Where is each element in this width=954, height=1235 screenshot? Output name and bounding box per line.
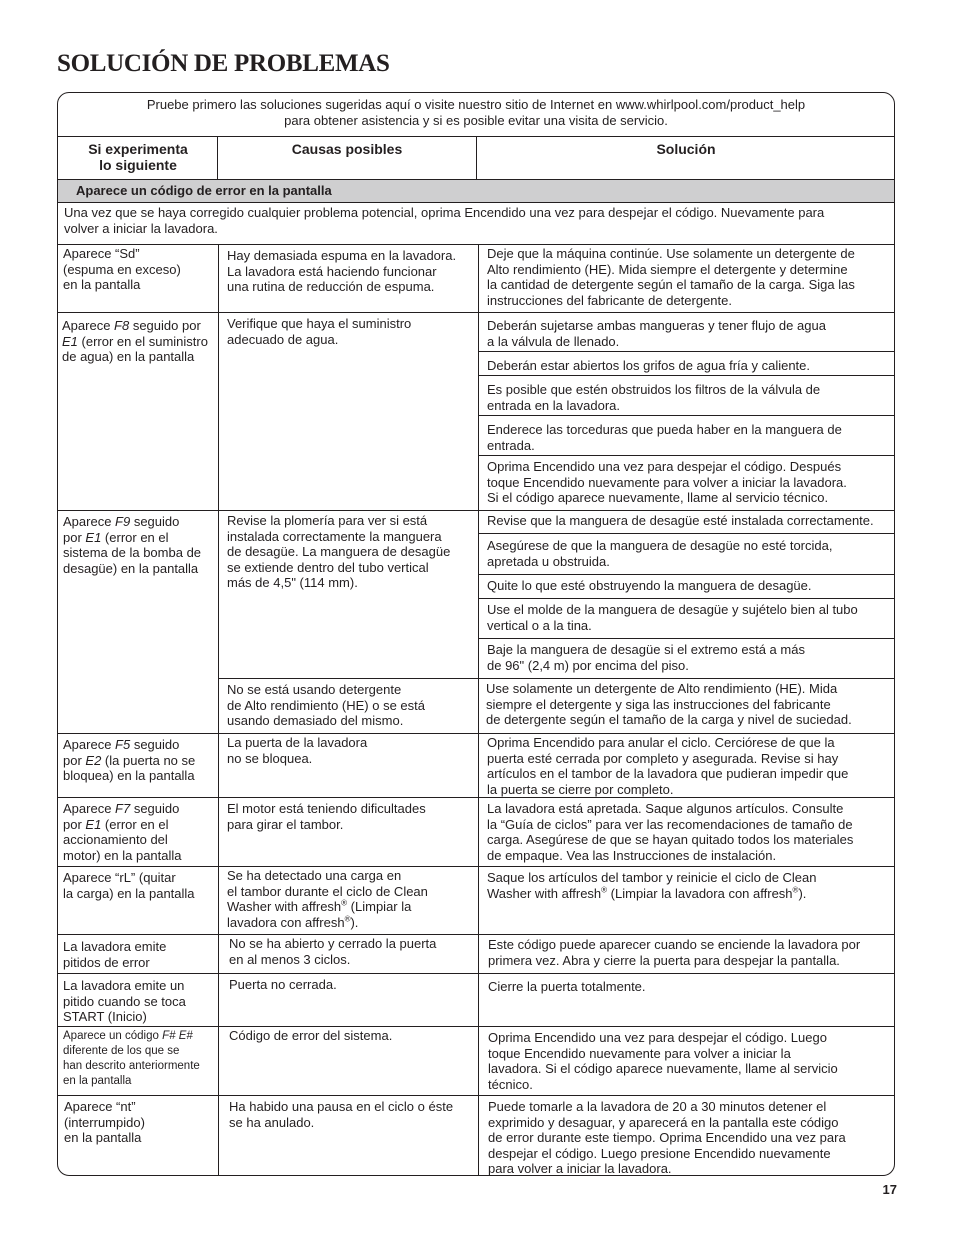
solution-f8-4: Enderece las torceduras que pueda haber en la manguera de entrada. bbox=[487, 422, 842, 453]
solution-f9-2: Asegúrese de que la manguera de desagüe no esté torcida, apretada u obstruida. bbox=[487, 538, 833, 569]
page-number: 17 bbox=[882, 1182, 897, 1197]
solution-rl: Saque los artículos del tambor y reinicie el ciclo de Clean Washer with affresh® (Limpiar la lavadora con affresh®). bbox=[487, 870, 817, 901]
symptom-f8: Aparece F8 seguido por E1 (error en el suministro de agua) en la pantalla bbox=[62, 318, 208, 364]
solution-error-beeps: Este código puede aparecer cuando se enciende la lavadora por primera vez. Abra y cierre la puerta para despejar la pantalla. bbox=[488, 937, 861, 968]
symptom-rl: Aparece “rL” (quitar la carga) en la pantalla bbox=[63, 870, 195, 901]
solution-sd: Deje que la máquina continúe. Use solamente un detergente de Alto rendimiento (HE). Mida siempre el detergente y determine la cantidad de detergente según el tamaño de la carga. Siga las instrucciones del fabricante de detergente. bbox=[487, 246, 855, 308]
error-code: F7 bbox=[115, 801, 131, 816]
section-title: Aparece un código de error en la pantalla bbox=[58, 179, 894, 203]
solution-start-beep: Cierre la puerta totalmente. bbox=[488, 979, 646, 994]
solution-f8-3: Es posible que estén obstruidos los filtros de la válvula de entrada en la lavadora. bbox=[487, 382, 821, 413]
symptom-sd: Aparece “Sd” (espuma en exceso) en la pantalla bbox=[63, 246, 181, 292]
cause-error-beeps: No se ha abierto y cerrado la puerta en al menos 3 ciclos. bbox=[229, 936, 437, 967]
error-code: E1 bbox=[62, 333, 78, 349]
cause-f7: El motor está teniendo dificultades para girar el tambor. bbox=[227, 801, 426, 832]
cause-rl: Se ha detectado una carga en el tambor durante el ciclo de Clean Washer with affresh® (Limpiar la lavadora con affresh®). bbox=[227, 868, 428, 930]
solution-f5: Oprima Encendido para anular el ciclo. Cerciórese de que la puerta esté cerrada por completo y asegurada. Revise si hay artículos en el tambor de la lavadora que pudieran impedir que la puerta se cierre por completo. bbox=[487, 735, 849, 797]
error-code: E1 bbox=[85, 816, 102, 832]
solution-nt: Puede tomarle a la lavadora de 20 a 30 minutos detener el exprimido y desaguar, y aparecerá en la pantalla este código de error durante este tiempo. Oprima Encendido una vez para despejar el código. Luego presione Encendido nuevamente para volver a iniciar la lavadora. bbox=[488, 1099, 846, 1176]
symptom-f9: Aparece F9 seguido por E1 (error en el sistema de la bomba de desagüe) en la pantalla bbox=[63, 514, 202, 576]
symptom-f5: Aparece F5 seguido por E2 (la puerta no se bloquea) en la pantalla bbox=[63, 737, 196, 783]
troubleshooting-table bbox=[57, 92, 895, 1176]
error-code: F5 bbox=[115, 737, 131, 752]
solution-f8-2: Deberán estar abiertos los grifos de agua fría y caliente. bbox=[487, 358, 811, 373]
solution-f9-detergent: Use solamente un detergente de Alto rendimiento (HE). Mida siempre el detergente y siga las instrucciones del fabricante de detergente según el tamaño de la carga y nivel de suciedad. bbox=[486, 681, 852, 727]
section-note: Una vez que se haya corregido cualquier problema potencial, oprima Encendido una vez para despejar el código. Nuevamente para volver a iniciar la lavadora. bbox=[64, 205, 825, 236]
solution-other-code: Oprima Encendido una vez para despejar el código. Luego toque Encendido nuevamente para volver a iniciar la lavadora. Si el código aparece nuevamente, llame al servicio técnico. bbox=[488, 1030, 838, 1092]
cause-f9-plumbing: Revise la plomería para ver si está instalada correctamente la manguera de desagüe. La manguera de desagüe se extiende dentro del tubo vertical más de 4,5" (114 mm). bbox=[227, 513, 451, 590]
solution-f7: La lavadora está apretada. Saque algunos artículos. Consulte la “Guía de ciclos” para ver las recomendaciones de tamaño de carga. Asegúrese de que se hayan quitado todos los materiales de empaque. Vea las Instrucciones de instalación. bbox=[487, 801, 854, 863]
solution-f9-1: Revise que la manguera de desagüe esté instalada correctamente. bbox=[487, 513, 874, 528]
symptom-error-beeps: La lavadora emite pitidos de error bbox=[63, 939, 167, 970]
header-symptom: Si experimenta lo siguiente bbox=[88, 141, 188, 173]
error-code: F# E# bbox=[162, 1030, 193, 1042]
symptom-nt: Aparece “nt” (interrumpido) en la pantalla bbox=[64, 1099, 145, 1145]
error-code: E2 bbox=[85, 752, 102, 768]
error-code: F8 bbox=[114, 318, 130, 333]
cause-sd: Hay demasiada espuma en la lavadora. La lavadora está haciendo funcionar una rutina de reducción de espuma. bbox=[227, 248, 457, 294]
symptom-start-beep: La lavadora emite un pitido cuando se toca START (Inicio) bbox=[63, 978, 186, 1024]
solution-f8-5: Oprima Encendido una vez para despejar el código. Después toque Encendido nuevamente para volver a iniciar la lavadora. Si el código aparece nuevamente, llame al servicio técnico. bbox=[487, 459, 847, 505]
header-causes: Causas posibles bbox=[291, 141, 403, 157]
error-code: F9 bbox=[115, 514, 131, 529]
cause-start-beep: Puerta no cerrada. bbox=[229, 977, 337, 992]
solution-f9-3: Quite lo que esté obstruyendo la manguera de desagüe. bbox=[487, 578, 812, 593]
cause-f5: La puerta de la lavadora no se bloquea. bbox=[227, 735, 368, 766]
solution-f9-5: Baje la manguera de desagüe si el extremo está a más de 96" (2,4 m) por encima del piso. bbox=[487, 642, 805, 673]
solution-f9-4: Use el molde de la manguera de desagüe y sujételo bien al tubo vertical o a la tina. bbox=[487, 602, 858, 633]
cause-other-code: Código de error del sistema. bbox=[229, 1028, 393, 1043]
error-code: E1 bbox=[85, 529, 102, 545]
solution-f8-1: Deberán sujetarse ambas mangueras y tener flujo de agua a la válvula de llenado. bbox=[487, 318, 826, 349]
cause-f8: Verifique que haya el suministro adecuado de agua. bbox=[227, 316, 412, 347]
cause-nt: Ha habido una pausa en el ciclo o éste se ha anulado. bbox=[229, 1099, 454, 1130]
intro-text: Pruebe primero las soluciones sugeridas aquí o visite nuestro sitio de Internet en www.whirlpool.com/product_help para obtener asistencia y si es posible evitar una visita de servicio. bbox=[58, 93, 894, 137]
header-solution: Solución bbox=[656, 141, 716, 157]
symptom-f7: Aparece F7 seguido por E1 (error en el accionamiento del motor) en la pantalla bbox=[63, 801, 182, 863]
cause-f9-detergent: No se está usando detergente de Alto rendimiento (HE) o se está usando demasiado del mismo. bbox=[227, 682, 425, 728]
page-title: SOLUCIÓN DE PROBLEMAS bbox=[57, 50, 390, 77]
symptom-other-code: Aparece un código F# E# diferente de los que se han descrito anteriormente en la pantalla bbox=[63, 1030, 200, 1087]
